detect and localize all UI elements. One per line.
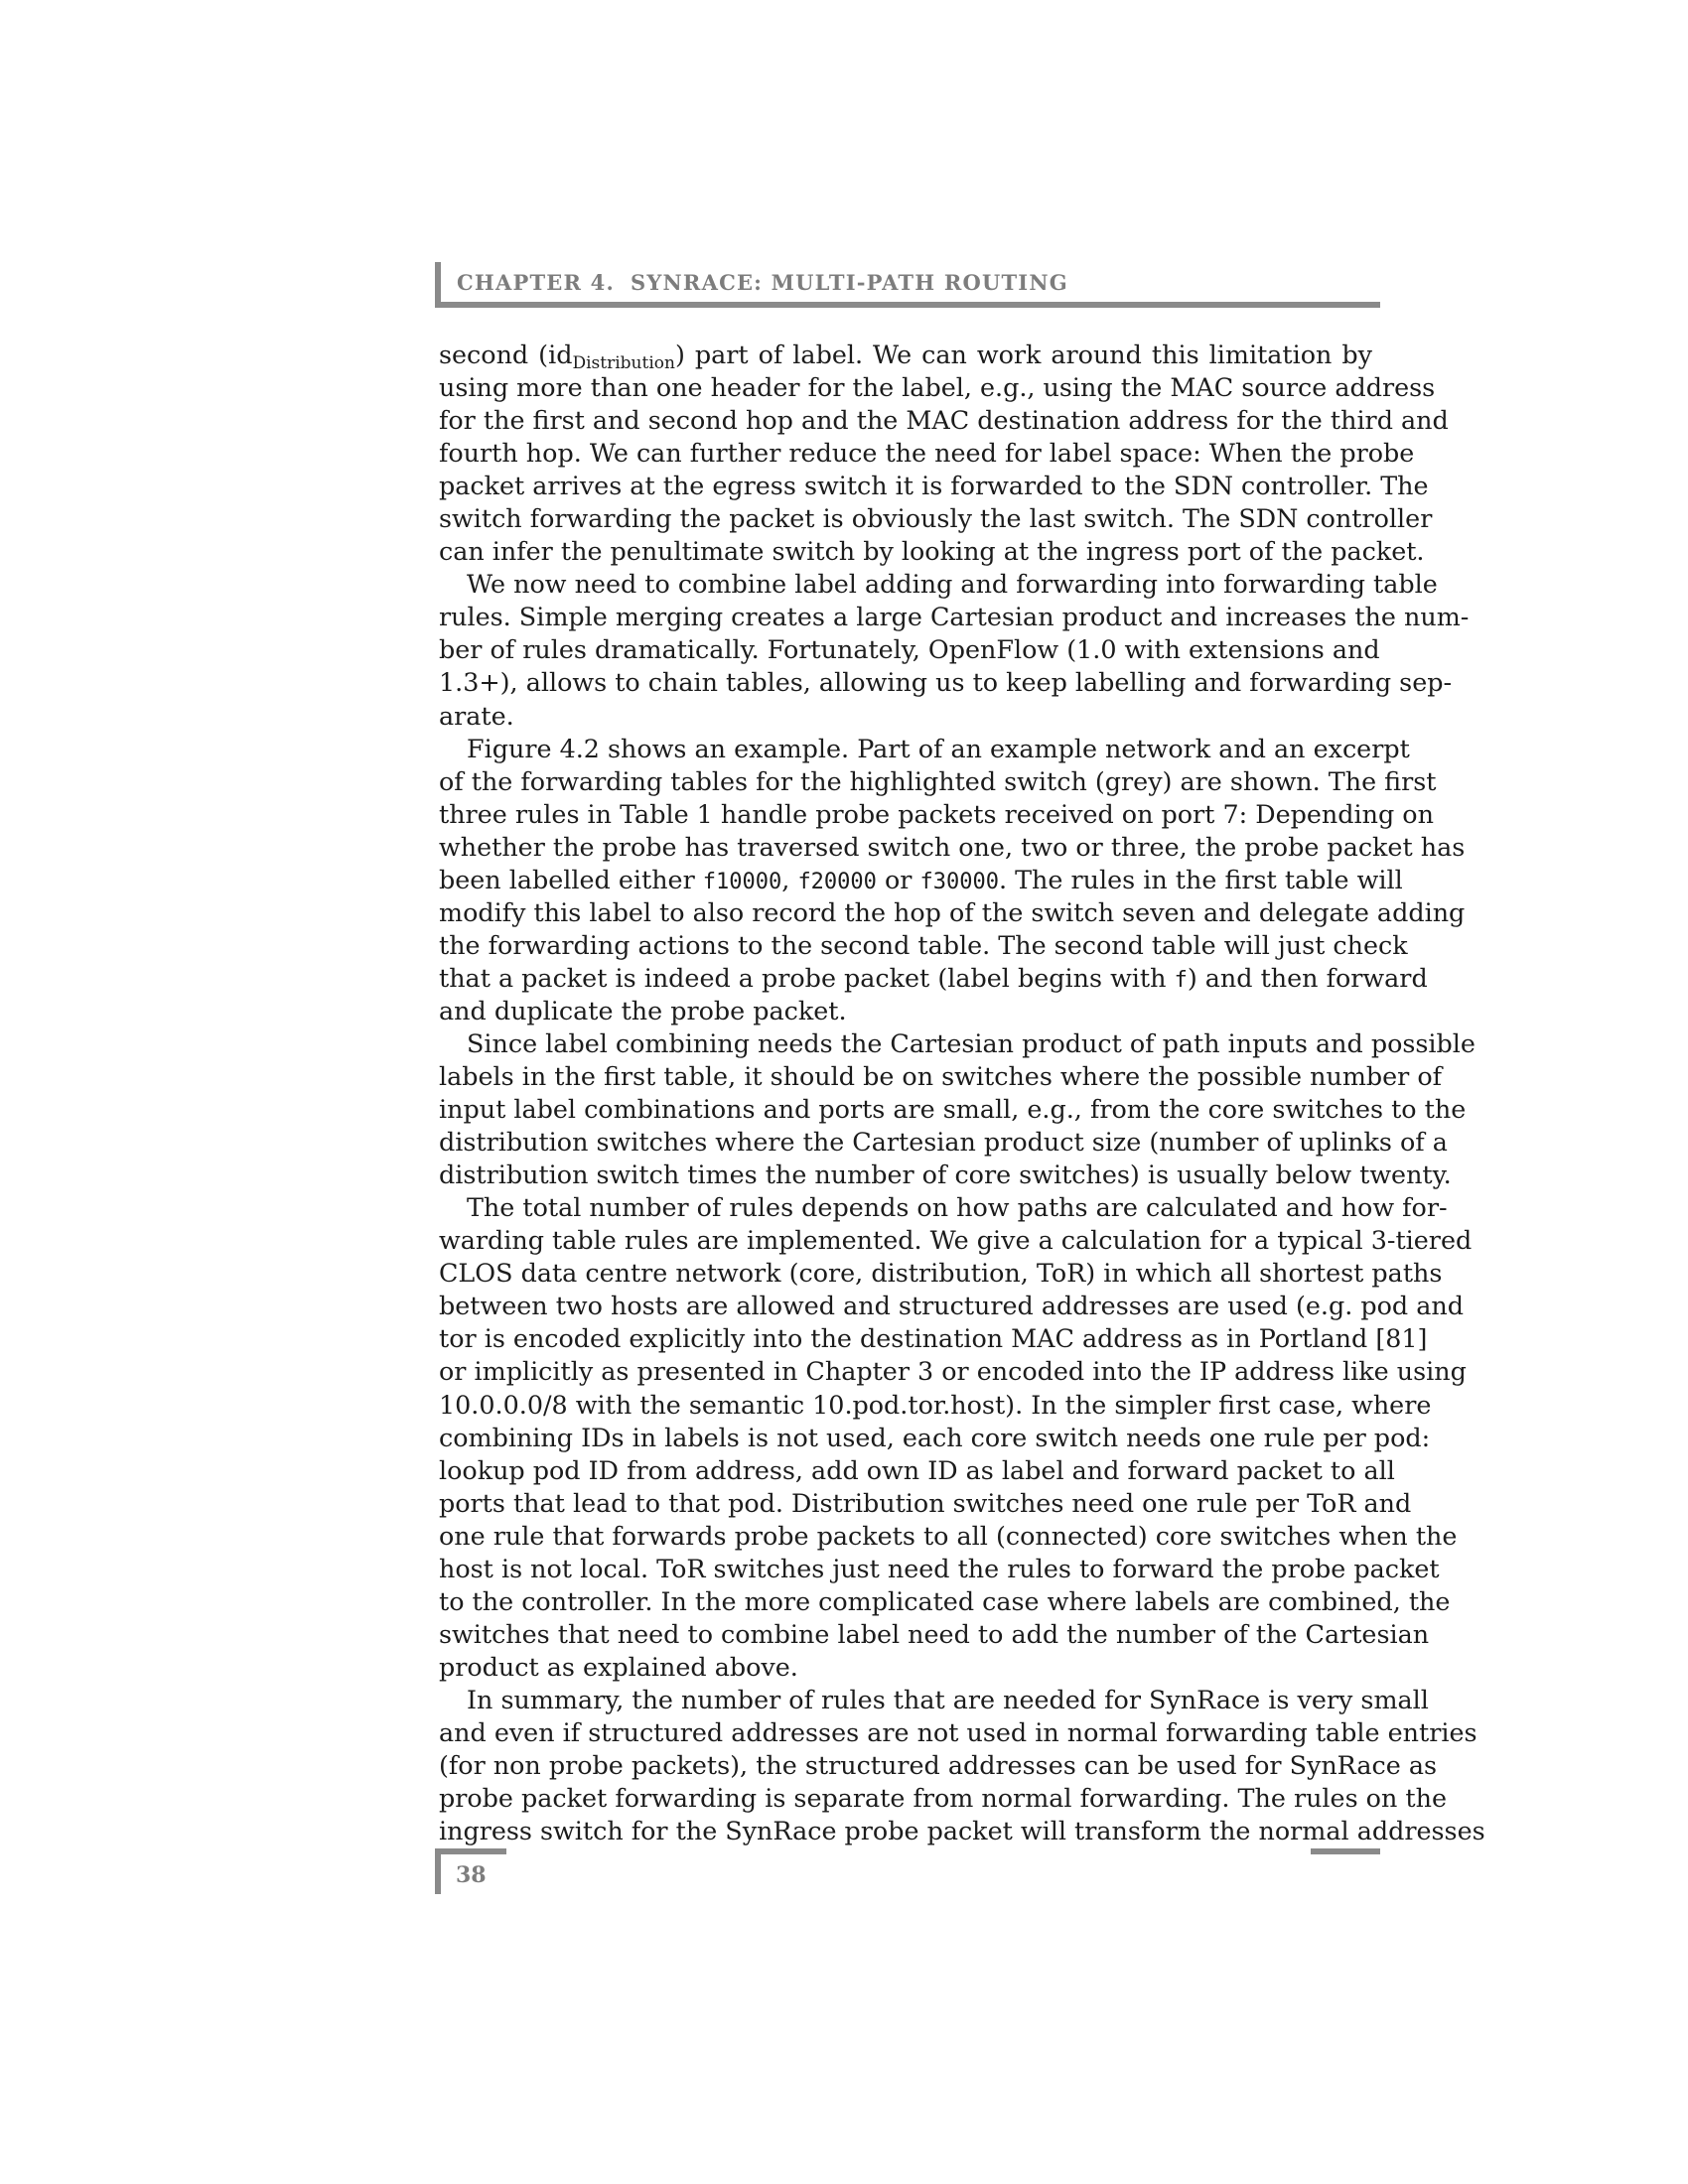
text-line: three rules in Table 1 handle probe packets received on port 7: Depending on: [439, 798, 1434, 829]
text-line: packet arrives at the egress switch it is forwarded to the SDN controller. The: [439, 471, 1429, 501]
text-line: 1.3+), allows to chain tables, allowing us to keep labelling and forwarding sep-: [439, 667, 1453, 698]
subscript: Distribution: [572, 353, 675, 373]
text-line: that a packet is indeed a probe packet (label begins with f) and then forward: [439, 962, 1428, 993]
text-line: the forwarding actions to the second table. The second table will just check: [439, 929, 1408, 960]
text-line: product as explained above.: [439, 1651, 798, 1682]
text-line: probe packet forwarding is separate from normal forwarding. The rules on the: [439, 1783, 1447, 1814]
text-line: lookup pod ID from address, add own ID as label and forward packet to all: [439, 1454, 1395, 1485]
text-line: switches that need to combine label need to add the number of the Cartesian: [439, 1618, 1430, 1649]
text-line: 10.0.0.0/8 with the semantic 10.pod.tor.host). In the simpler first case, where: [439, 1389, 1432, 1420]
text-line: distribution switch times the number of core switches) is usually below twenty.: [439, 1160, 1452, 1190]
running-header: [435, 262, 1380, 308]
header-chapter: CHAPTER 4.: [457, 270, 615, 295]
text-line: for the first and second hop and the MAC destination address for the third and: [439, 405, 1449, 436]
text-line: been labelled either f10000, f20000 or f30000. The rules in the first table will: [439, 864, 1403, 894]
code-label: f: [1174, 967, 1188, 993]
text-line: (for non probe packets), the structured addresses can be used for SynRace as: [439, 1750, 1438, 1781]
text-line: CLOS data centre network (core, distribution, ToR) in which all shortest paths: [439, 1258, 1443, 1289]
text-line: second $(id_{Distribution})$ part of label. We can work around this limitation by: [439, 340, 1372, 373]
text-line: warding table rules are implemented. We give a calculation for a typical 3-tiered: [439, 1225, 1473, 1256]
footer-side-bar: [435, 1848, 441, 1894]
text-line: of the forwarding tables for the highlighted switch (grey) are shown. The first: [439, 765, 1437, 796]
header-rule: [435, 302, 1380, 308]
text-line: using more than one header for the label, e.g., using the MAC source address: [439, 372, 1436, 403]
text-line: labels in the first table, it should be on switches where the possible number of: [439, 1061, 1443, 1092]
text-line: and even if structured addresses are not used in normal forwarding table entries: [439, 1716, 1477, 1747]
footer-right-rule: [1311, 1848, 1380, 1854]
paragraph-start: Figure 4.2 shows an example. Part of an example network and an excerpt: [467, 733, 1410, 763]
code-label: f20000: [797, 869, 877, 894]
paragraph-start: We now need to combine label adding and forwarding into forwarding table: [467, 569, 1438, 600]
text-line: tor is encoded explicitly into the destination MAC address as in Portland [81]: [439, 1323, 1428, 1354]
footer-left-rule: [435, 1848, 506, 1854]
paragraph-start: Since label combining needs the Cartesian product of path inputs and possible: [467, 1027, 1476, 1058]
text-line: ports that lead to that pod. Distribution switches need one rule per ToR and: [439, 1487, 1412, 1518]
paragraph-start: In summary, the number of rules that are needed for SynRace is very small: [467, 1684, 1429, 1714]
text-line: can infer the penultimate switch by looking at the ingress port of the packet.: [439, 536, 1425, 567]
text-line: input label combinations and ports are small, e.g., from the core switches to the: [439, 1094, 1467, 1125]
text-line: one rule that forwards probe packets to all (connected) core switches when the: [439, 1520, 1458, 1551]
text-line: ber of rules dramatically. Fortunately, OpenFlow (1.0 with extensions and: [439, 634, 1380, 665]
code-label: f10000: [702, 869, 782, 894]
paragraph-start: The total number of rules depends on how paths are calculated and how for-: [467, 1192, 1448, 1223]
text-line: between two hosts are allowed and structured addresses are used (e.g. pod and: [439, 1291, 1464, 1321]
text-line: switch forwarding the packet is obviously the last switch. The SDN controller: [439, 503, 1433, 534]
text-line: ingress switch for the SynRace probe packet will transform the normal addresses: [439, 1816, 1485, 1846]
body-text: [439, 339, 1485, 1847]
text-line: distribution switches where the Cartesian product size (number of uplinks of a: [439, 1127, 1448, 1158]
header-text: [457, 270, 1068, 295]
code-label: f30000: [919, 869, 999, 894]
text-line: whether the probe has traversed switch one, two or three, the probe packet has: [439, 831, 1466, 862]
text-line: or implicitly as presented in Chapter 3 or encoded into the IP address like using: [439, 1356, 1467, 1387]
text-line: modify this label to also record the hop of the switch seven and delegate adding: [439, 896, 1466, 927]
text-line: to the controller. In the more complicated case where labels are combined, the: [439, 1585, 1451, 1616]
text-line: host is not local. ToR switches just need the rules to forward the probe packet: [439, 1553, 1440, 1583]
page-number: 38: [456, 1862, 487, 1888]
text-line: fourth hop. We can further reduce the need for label space: When the probe: [439, 438, 1415, 469]
text-line: and duplicate the probe packet.: [439, 995, 847, 1025]
header-title: SYNRACE: MULTI-PATH ROUTING: [630, 270, 1068, 295]
text-line: rules. Simple merging creates a large Cartesian product and increases the num-: [439, 602, 1470, 632]
text-line: arate.: [439, 700, 514, 731]
text-line: combining IDs in labels is not used, each core switch needs one rule per pod:: [439, 1422, 1431, 1452]
